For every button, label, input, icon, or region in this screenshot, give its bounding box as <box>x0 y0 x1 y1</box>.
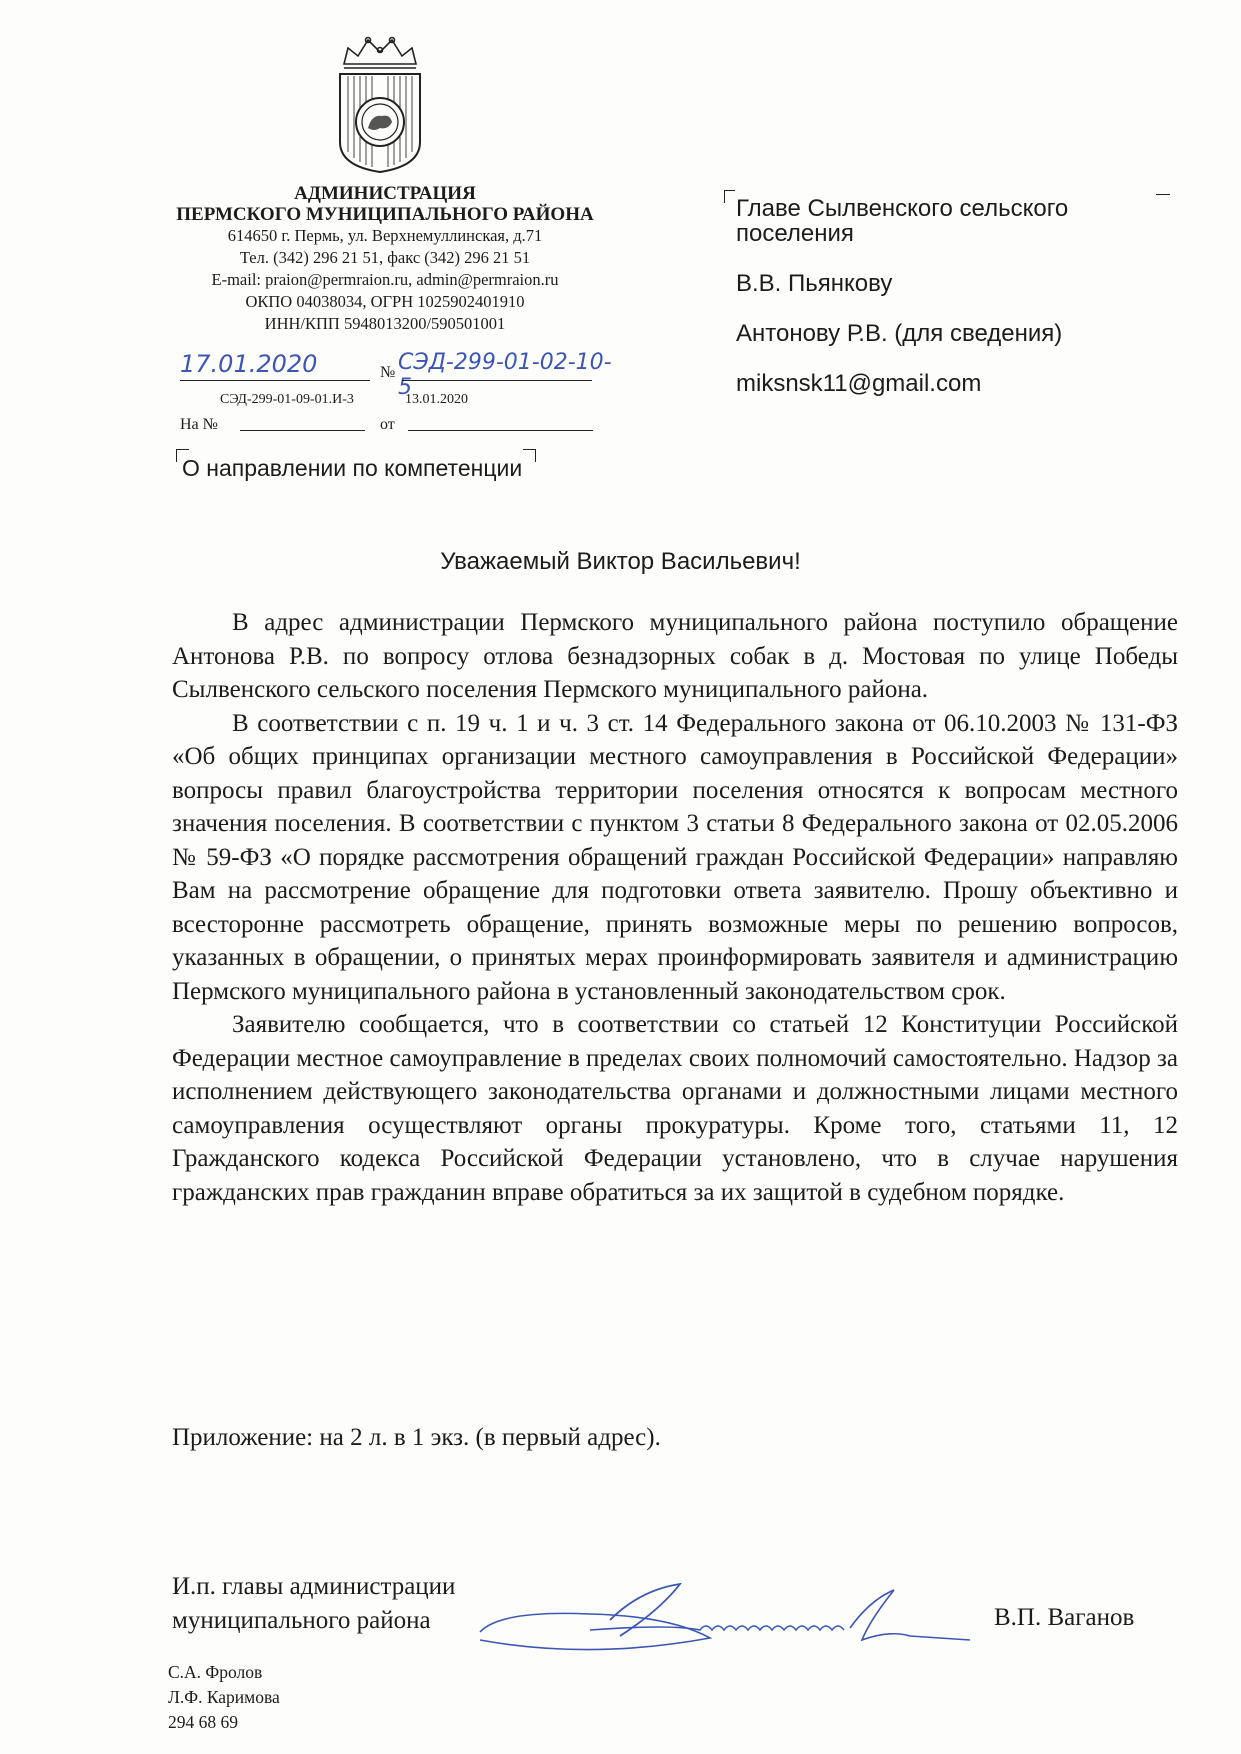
org-title: АДМИНИСТРАЦИЯ <box>294 183 476 204</box>
executors-block <box>168 1660 280 1735</box>
signatory-title <box>172 1570 455 1638</box>
reference-date-label: от <box>380 416 395 433</box>
handwritten-number: СЭД-299-01-02-10-5 <box>398 350 612 400</box>
corner-bracket-left <box>724 190 735 203</box>
reference-date-underline <box>408 430 593 431</box>
corner-bracket-right <box>523 449 536 462</box>
body-paragraph: В соответствии с п. 19 ч. 1 и ч. 3 ст. 14 Федерального закона от 06.10.2003 № 131-ФЗ «Об общих принципах организации местного самоуправления в Российской Федерации» вопросы правил благоустройства территории поселения относятся к вопросам местного значения поселения. В соответствии с пунктом 3 статьи 8 Федерального закона от 02.05.2006 № 59-ФЗ «О порядке рассмотрения обращений граждан Российской Федерации» направляю Вам на рассмотрение обращение для подготовки ответа заявителю. Прошу объективно и всесторонне рассмотреть обращение, принять возможные меры по решению вопросов, указанных в обращении, о принятых мерах проинформировать заявителя и администрацию Пермского муниципального района в установленный законодательством срок. <box>172 709 1178 1005</box>
letter-subject <box>182 455 522 482</box>
corner-bracket-left <box>176 449 189 462</box>
coat-of-arms-icon <box>336 34 424 174</box>
org-okpo: ОКПО 04038034, ОГРН 1025902401910 <box>245 292 525 311</box>
reference-number-label: На № <box>180 416 218 433</box>
addressee-name: В.В. Пьянкову <box>736 270 893 297</box>
sed-date: 13.01.2020 <box>405 392 468 407</box>
registration-block <box>180 350 620 440</box>
handwritten-signature-icon <box>470 1580 990 1660</box>
handwritten-date: 17.01.2020 <box>180 350 318 378</box>
executor-name: С.А. Фролов <box>168 1662 263 1682</box>
corner-bracket-right <box>1156 194 1170 195</box>
signatory-name: В.П. Ваганов <box>994 1604 1135 1631</box>
addressee-line: поселения <box>736 220 854 247</box>
org-inn: ИНН/КПП 5948013200/590501001 <box>264 314 506 333</box>
organization-block <box>150 183 620 335</box>
number-underline <box>402 380 592 381</box>
executor-phone: 294 68 69 <box>168 1712 238 1732</box>
addressee-email: miksnsk11@gmail.com <box>736 370 982 397</box>
subject-text: О направлении по компетенции <box>182 455 523 481</box>
reference-number-underline <box>240 430 365 431</box>
signatory-title-line: И.п. главы администрации <box>172 1573 456 1600</box>
signatory-title-line: муниципального района <box>172 1607 431 1634</box>
addressee-line: Главе Сылвенского сельского <box>736 195 1069 222</box>
org-subtitle: ПЕРМСКОГО МУНИЦИПАЛЬНОГО РАЙОНА <box>176 204 594 225</box>
body-paragraph: Заявителю сообщается, что в соответствии со статьей 12 Конституции Российской Федерации местное самоуправление в пределах своих полномочий самостоятельно. Надзор за исполнением действующего законодательства органами и должностными лицами местного самоуправления осуществляют органы прокуратуры. Кроме того, статьями 11, 12 Гражданского кодекса Российской Федерации установлено, что в случае нарушения гражданских прав гражданин вправе обратиться за их защитой в судебном порядке. <box>172 1011 1178 1206</box>
org-address: 614650 г. Пермь, ул. Верхнемуллинская, д.71 <box>227 226 543 245</box>
number-label: № <box>380 364 396 381</box>
addressee-block <box>736 196 1156 396</box>
executor-name: Л.Ф. Каримова <box>168 1687 280 1707</box>
body-paragraph: В адрес администрации Пермского муниципального района поступило обращение Антонова Р.В. по вопросу отлова безнадзорных собак в д. Мостовая по улице Победы Сылвенского сельского поселения Пермского муниципального района. <box>172 609 1178 703</box>
addressee-copy: Антонову Р.В. (для сведения) <box>736 320 1063 347</box>
greeting: Уважаемый Виктор Васильевич! <box>440 548 801 575</box>
sed-number: СЭД-299-01-09-01.И-3 <box>220 392 354 407</box>
appendix-note: Приложение: на 2 л. в 1 экз. (в первый адрес). <box>172 1424 661 1451</box>
letter-body <box>172 606 1178 1209</box>
date-underline <box>180 380 370 381</box>
org-email: E-mail: praion@permraion.ru, admin@permraion.ru <box>211 270 559 289</box>
org-phone: Тел. (342) 296 21 51, факс (342) 296 21 51 <box>239 248 531 267</box>
